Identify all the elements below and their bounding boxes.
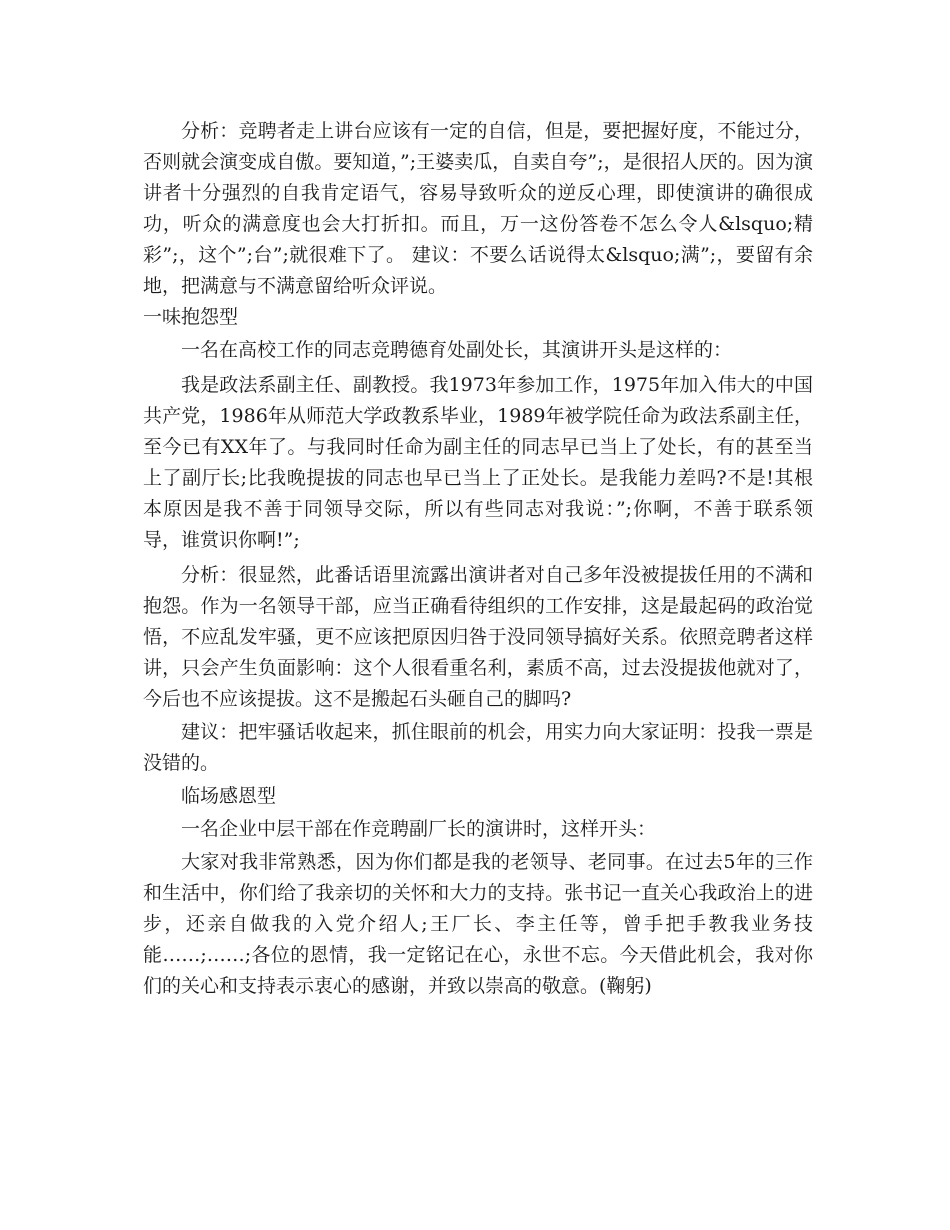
document-page bbox=[143, 116, 813, 1002]
paragraph-analysis-2: 分析：很显然，此番话语里流露出演讲者对自己多年没被提拔任用的不满和抱怨。作为一名领导干部，应当正确看待组织的工作安排，这是最起码的政治觉悟，不应乱发牢骚，更不应该把原因归咎于没同领导搞好关系。依照竞聘者这样讲，只会产生负面影响：这个人很看重名利，素质不高，过去没提拔他就对了，今后也不应该提拔。这不是搬起石头砸自己的脚吗? bbox=[143, 564, 813, 710]
paragraph-analysis-1: 分析：竞聘者走上讲台应该有一定的自信，但是，要把握好度，不能过分，否则就会演变成自傲。要知道，”;王婆卖瓜，自卖自夸”;，是很招人厌的。因为演讲者十分强烈的自我肯定语气，容易导致听众的逆反心理，即使演讲的确很成功，听众的满意度也会大打折扣。而且，万一这份答卷不怎么令人&lsquo;精彩”;，这个”;台”;就很难下了。 建议：不要么话说得太&lsquo;满”;，要留有余地，把满意与不满意留给听众评说。 bbox=[143, 120, 813, 297]
heading-complaining-type: 一味抱怨型 bbox=[143, 306, 239, 328]
paragraph-speech-2: 大家对我非常熟悉，因为你们都是我的老领导、老同事。在过去5年的三作和生活中，你们给了我亲切的关怀和大力的支持。张书记一直关心我政治上的进步，还亲自做我的入党介绍人;王厂长、李主任等，曾手把手教我业务技能……;……;各位的恩情，我一定铭记在心，永世不忘。今天借此机会，我对你们的关心和支持表示衷心的感谢，并致以崇高的敬意。(鞠躬) bbox=[143, 851, 813, 997]
heading-gratitude-type: 临场感恩型 bbox=[181, 785, 277, 807]
paragraph-intro-1: 一名在高校工作的同志竞聘德育处副处长，其演讲开头是这样的： bbox=[181, 339, 733, 361]
paragraph-speech-1: 我是政法系副主任、副教授。我1973年参加工作，1975年加入伟大的中国共产党，1986年从师范大学政教系毕业，1989年被学院任命为政法系副主任，至今已有XX年了。与我同时任命为副主任的同志早已当上了处长，有的甚至当上了副厅长;比我晚提拔的同志也早已当上了正处长。是我能力差吗?不是!其根本原因是我不善于同领导交际，所以有些同志对我说：”;你啊，不善于联系领导，谁赏识你啊!”; bbox=[143, 374, 813, 551]
paragraph-intro-2: 一名企业中层干部在作竞聘副厂长的演讲时，这样开头： bbox=[181, 818, 657, 840]
paragraph-suggestion-2: 建议：把牢骚话收起来，抓住眼前的机会，用实力向大家证明：投我一票是没错的。 bbox=[143, 721, 813, 774]
